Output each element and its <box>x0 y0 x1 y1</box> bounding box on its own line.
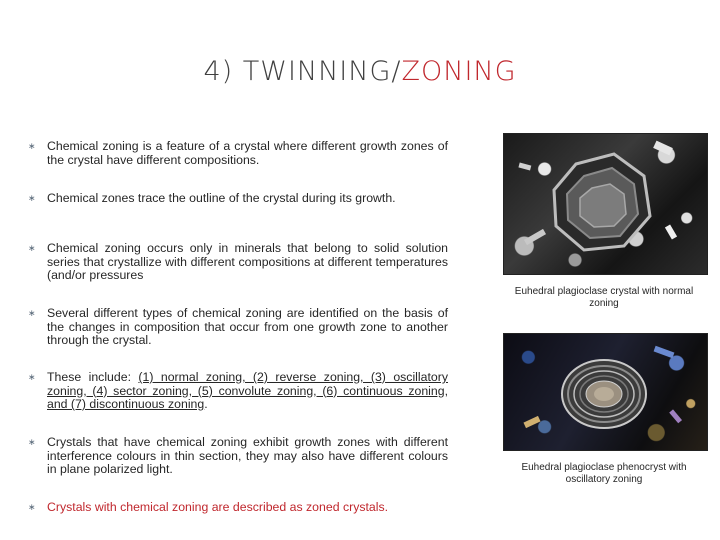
thin-section-micrograph-icon <box>503 333 708 451</box>
bullet-marker-icon: ∗ <box>28 372 36 382</box>
image-caption: Euhedral plagioclase crystal with normal zoning <box>514 286 694 309</box>
bullet-text: Crystals with chemical zoning are described as zoned crystals. <box>47 500 389 514</box>
bullet-item <box>28 242 448 283</box>
bullet-text <box>47 371 448 412</box>
image-caption: Euhedral plagioclase phenocryst with oscillatory zoning <box>521 462 687 485</box>
normal-zoning-crystal-image <box>504 134 707 274</box>
bullet-marker-icon: ∗ <box>28 308 36 318</box>
bullet-lead: These include: <box>47 370 139 384</box>
oscillatory-zoning-crystal-image <box>504 334 707 450</box>
bullet-item <box>28 371 448 412</box>
bullet-item <box>28 192 448 206</box>
bullet-marker-icon: ∗ <box>28 437 36 447</box>
bullet-text: Several different types of chemical zoning are identified on the basis of the changes in composition that occur from one growth zone to another through the crystal. <box>47 306 448 347</box>
bullet-text: Chemical zones trace the outline of the crystal during its growth. <box>47 191 396 205</box>
thin-section-micrograph-icon <box>503 133 708 275</box>
zoning-types-list: (1) normal zoning, (2) reverse zoning, (3) oscillatory zoning, (4) sector zoning, (5) convolute zoning, (6) continuous zoning, and (7) discontinuous zoning <box>47 370 448 411</box>
bullet-marker-icon: ∗ <box>28 193 36 203</box>
bullet-item <box>28 436 448 477</box>
bullet-marker-icon: ∗ <box>28 243 36 253</box>
bullet-item <box>28 307 448 348</box>
bullet-text: Chemical zoning is a feature of a crystal where different growth zones of the crystal have different compositions. <box>47 139 448 167</box>
bullet-end: . <box>204 397 208 411</box>
title-accent: ZONING <box>401 56 517 87</box>
bullet-marker-icon: ∗ <box>28 502 36 512</box>
bullet-item <box>28 140 448 167</box>
bullet-marker-icon: ∗ <box>28 141 36 151</box>
slide-title <box>0 56 720 87</box>
bullet-text: Crystals that have chemical zoning exhibit growth zones with different interference colours in thin section, they may also have different colours in plane polarized light. <box>47 435 448 476</box>
title-prefix: 4) TWINNING/ <box>203 56 402 87</box>
bullet-item-highlight <box>28 501 448 515</box>
bullet-text: Chemical zoning occurs only in minerals that belong to solid solution series that crystallize with different compositions at different temperatures (and/or pressures <box>47 241 448 282</box>
